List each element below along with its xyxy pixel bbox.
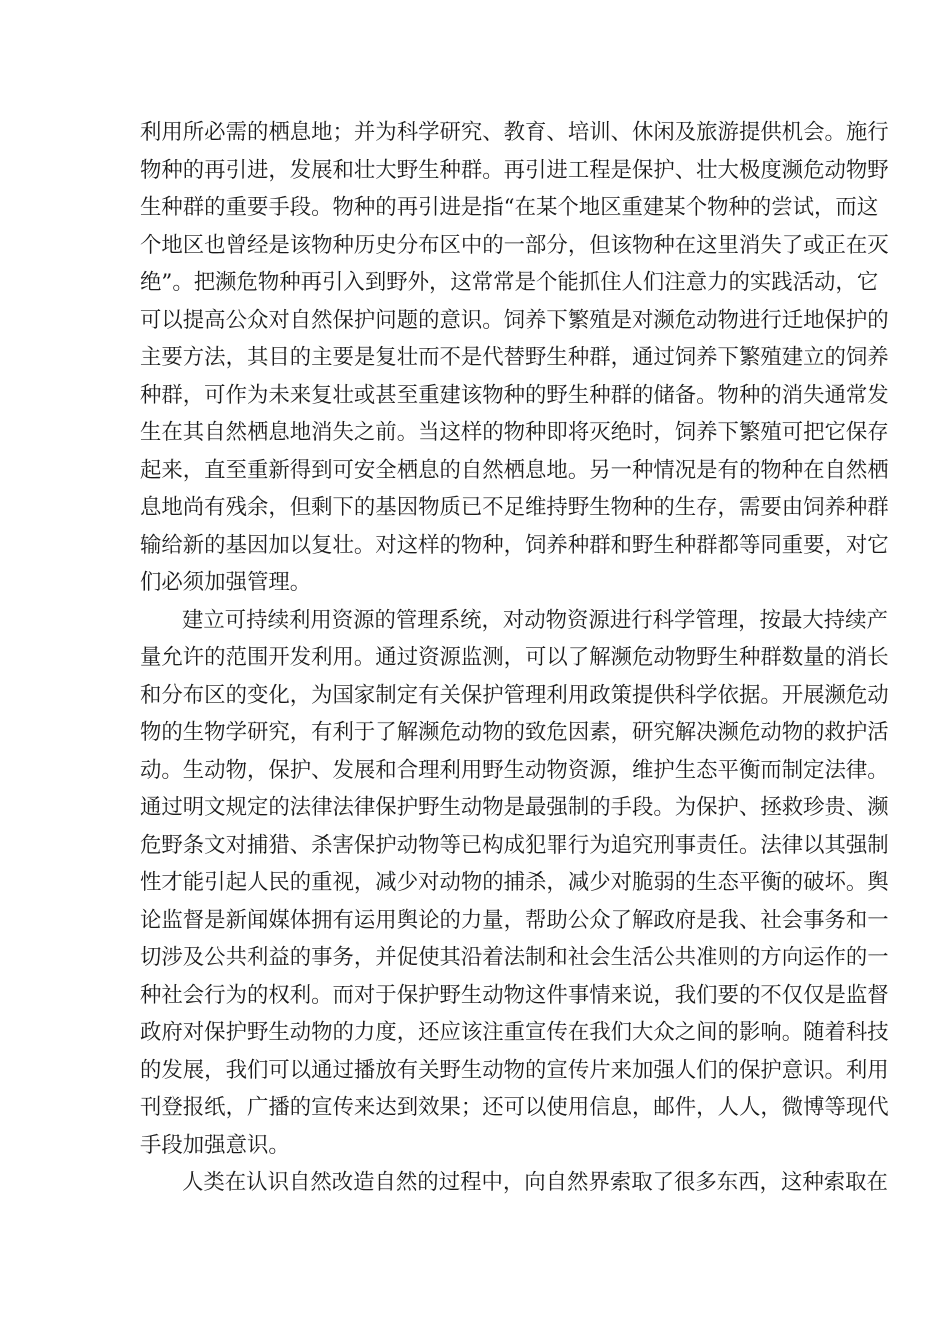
- text-line: 量允许的范围开发利用。通过资源监测，可以了解濒危动物野生种群数量的消长: [140, 645, 889, 670]
- text-line: 通过明文规定的法律法律保护野生动物是最强制的手段。为保护、拯救珍贵、濒: [140, 795, 889, 820]
- text-line: 危野条文对捕猎、杀害保护动物等已构成犯罪行为追究刑事责任。法律以其强制: [140, 832, 889, 858]
- paragraph: [140, 602, 889, 1165]
- paragraph: [140, 1164, 888, 1202]
- text-line: 动。生动物，保护、发展和合理利用野生动物资源，维护生态平衡而制定法律。: [140, 757, 889, 783]
- text-line: 建立可持续利用资源的管理系统，对动物资源进行科学管理，按最大持续产: [182, 607, 888, 633]
- text-line: 刊登报纸，广播的宣传来达到效果；还可以使用信息，邮件，人人，微博等现代: [140, 1095, 889, 1120]
- text-line: 输给新的基因加以复壮。对这样的物种，饲养种群和野生种群都等同重要，对它: [140, 532, 889, 558]
- text-line: 和分布区的变化，为国家制定有关保护管理利用政策提供科学依据。开展濒危动: [140, 682, 889, 708]
- text-line: 可以提高公众对自然保护问题的意识。饲养下繁殖是对濒危动物进行迁地保护的: [140, 307, 889, 333]
- text-line: 种群，可作为未来复壮或甚至重建该物种的野生种群的储备。物种的消失通常发: [140, 382, 889, 408]
- text-line: 息地尚有残余，但剩下的基因物质已不足维持野生物种的生存，需要由饲养种群: [140, 495, 889, 520]
- text-line: 政府对保护野生动物的力度，还应该注重宣传在我们大众之间的影响。随着科技: [140, 1020, 889, 1045]
- document-body: [140, 114, 889, 1202]
- text-line: 物的生物学研究，有利于了解濒危动物的致危因素，研究解决濒危动物的救护活: [140, 720, 889, 745]
- text-line: 人类在认识自然改造自然的过程中，向自然界索取了很多东西，这种索取在: [182, 1170, 888, 1195]
- paragraph: [140, 114, 889, 602]
- text-line: 们必须加强管理。: [140, 570, 312, 595]
- text-line: 物种的再引进，发展和壮大野生种群。再引进工程是保护、壮大极度濒危动物野: [140, 157, 889, 183]
- text-line: 的发展，我们可以通过播放有关野生动物的宣传片来加强人们的保护意识。利用: [140, 1057, 889, 1083]
- text-line: 手段加强意识。: [140, 1132, 290, 1158]
- text-line: 种社会行为的权利。而对于保护野生动物这件事情来说，我们要的不仅仅是监督: [140, 982, 889, 1008]
- text-line: 性才能引起人民的重视，减少对动物的捕杀，减少对脆弱的生态平衡的破坏。舆: [140, 870, 889, 895]
- text-line: 切涉及公共利益的事务，并促使其沿着法制和社会生活公共准则的方向运作的一: [140, 945, 889, 970]
- text-line: 论监督是新闻媒体拥有运用舆论的力量，帮助公众了解政府是我、社会事务和一: [140, 907, 889, 933]
- text-line: 绝”。把濒危物种再引入到野外，这常常是个能抓住人们注意力的实践活动，它: [140, 270, 879, 295]
- text-line: 利用所必需的栖息地；并为科学研究、教育、培训、休闲及旅游提供机会。施行: [140, 120, 889, 145]
- text-line: 个地区也曾经是该物种历史分布区中的一部分，但该物种在这里消失了或正在灭: [140, 232, 889, 258]
- text-line: 主要方法，其目的主要是复壮而不是代替野生种群，通过饲养下繁殖建立的饲养: [140, 345, 889, 370]
- text-line: 生在其自然栖息地消失之前。当这样的物种即将灭绝时，饲养下繁殖可把它保存: [140, 420, 889, 445]
- text-line: 起来，直至重新得到可安全栖息的自然栖息地。另一种情况是有的物种在自然栖: [140, 457, 889, 483]
- text-line: 生种群的重要手段。物种的再引进是指“在某个地区重建某个物种的尝试，而这: [140, 195, 879, 220]
